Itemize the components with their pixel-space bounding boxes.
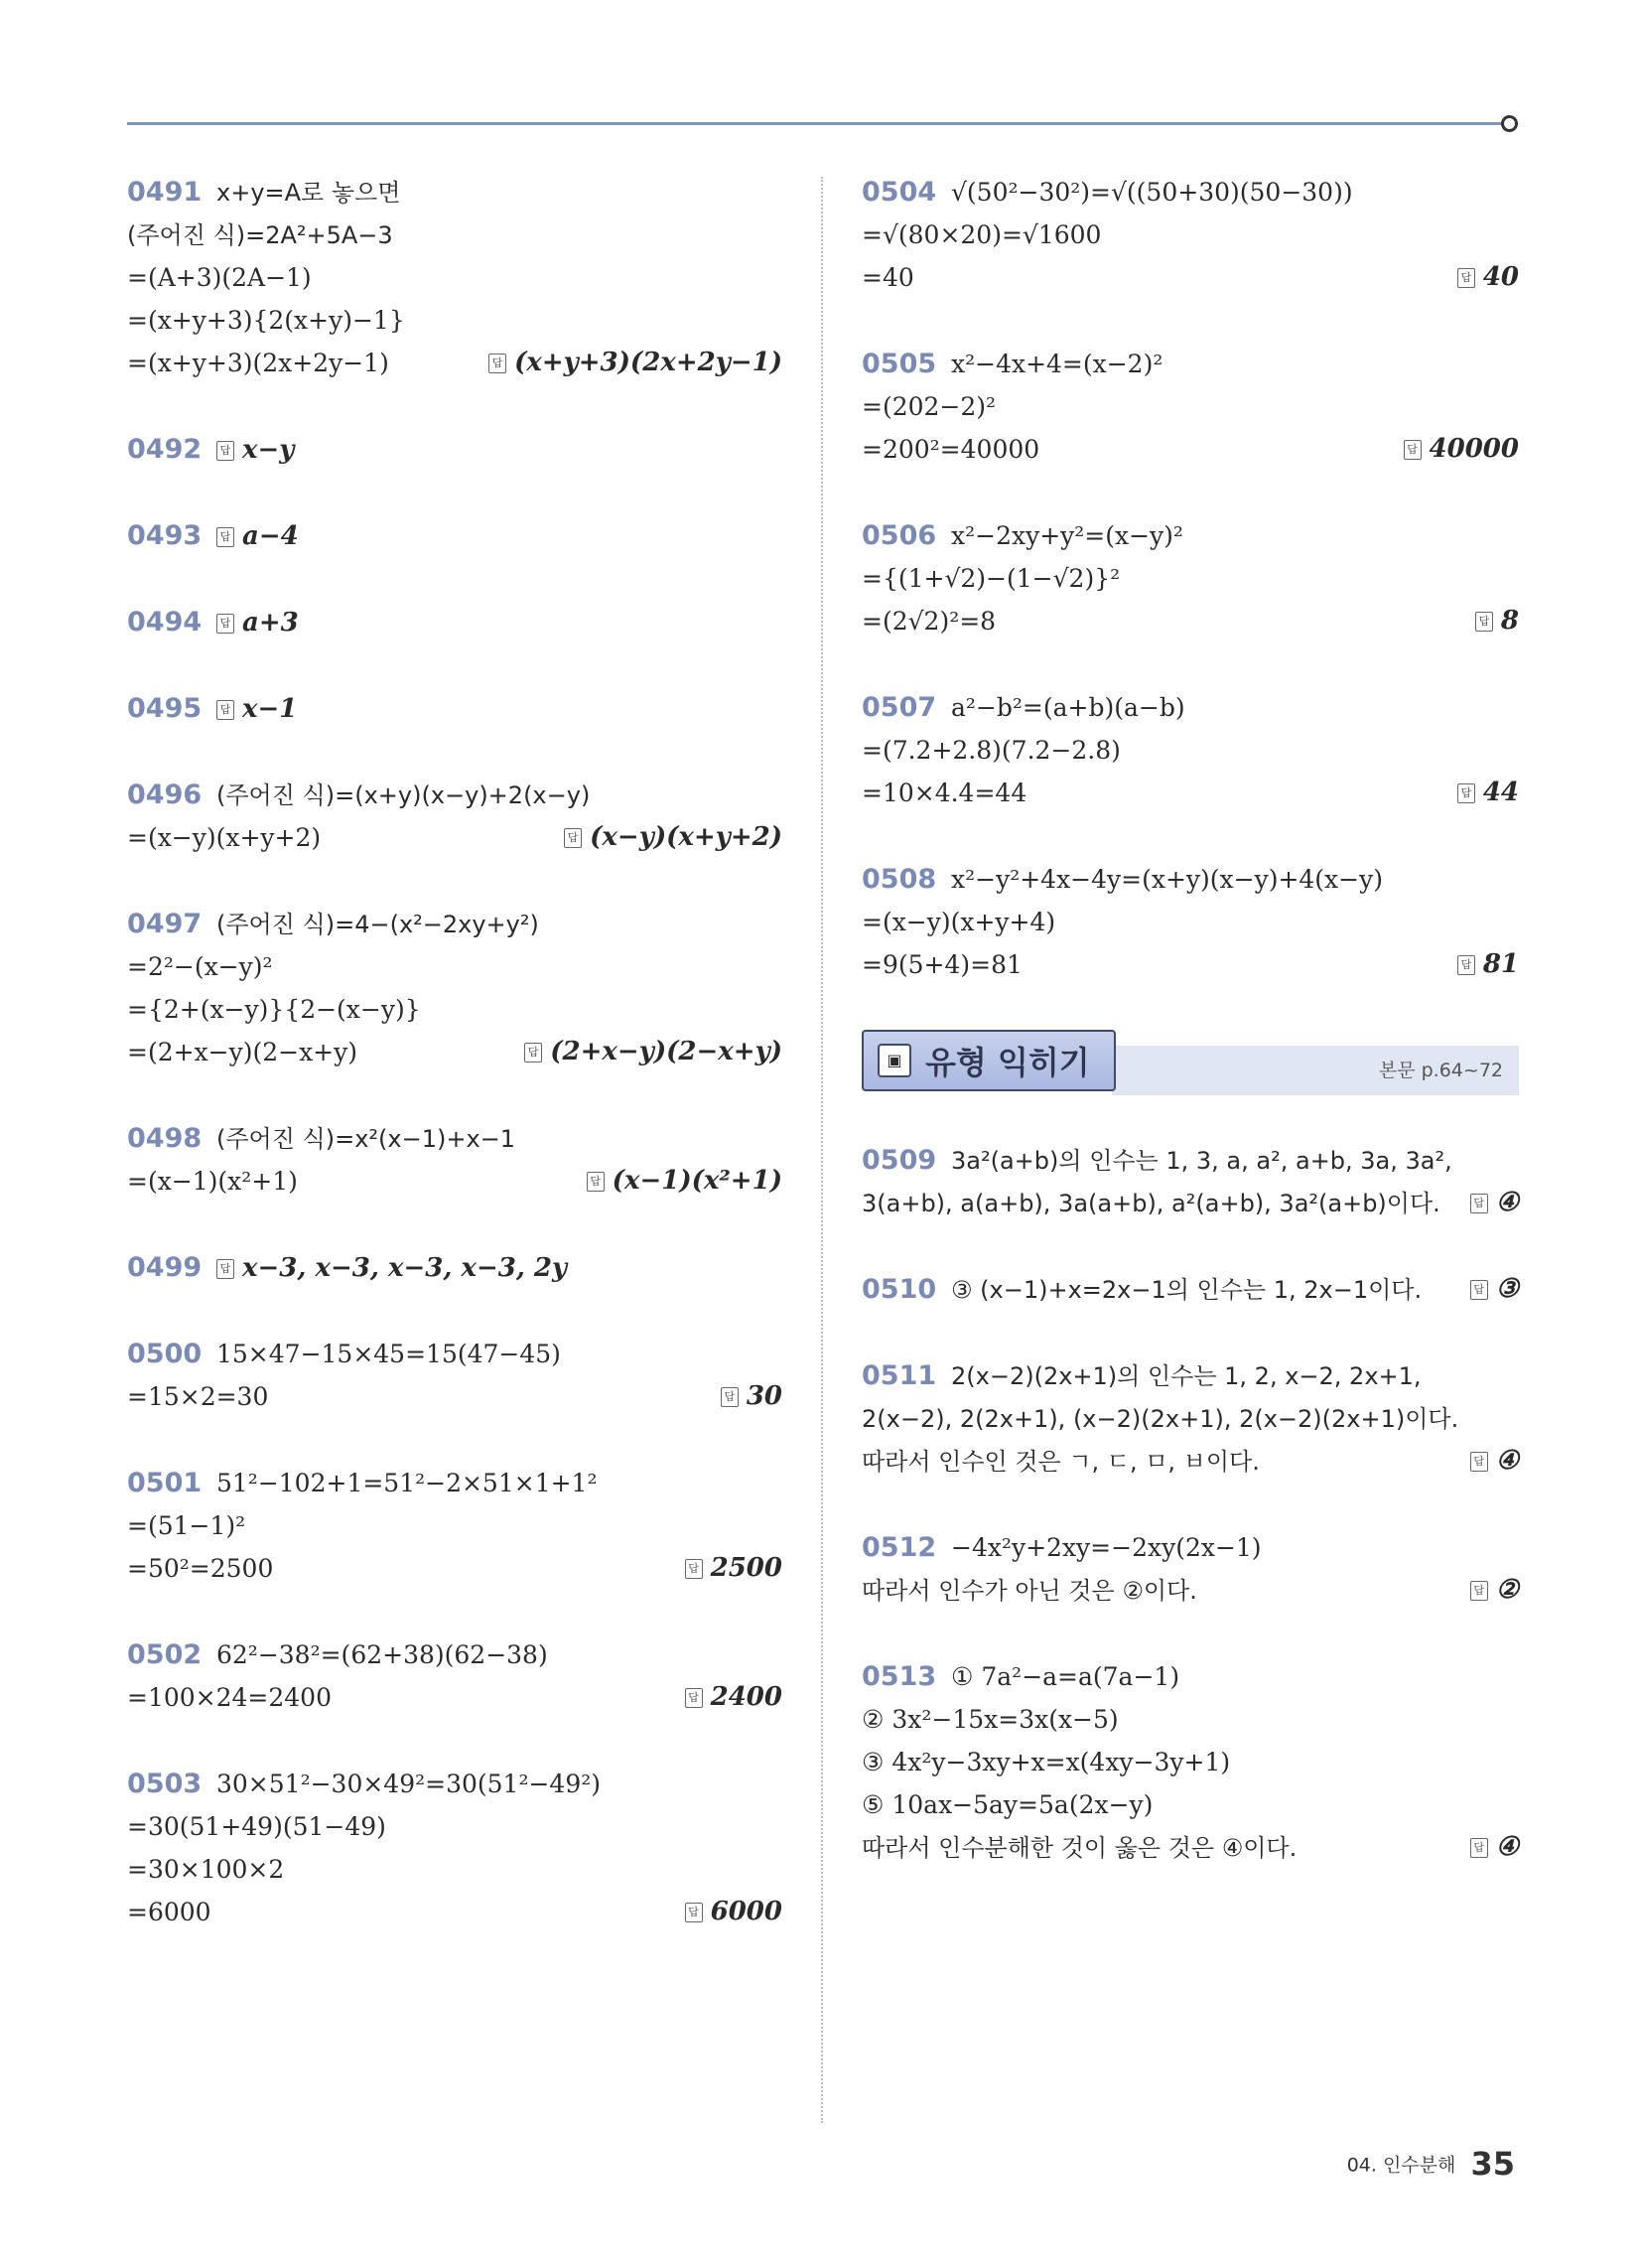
problem-text: (주어진 식)=(x+y)(x−y)+2(x−y) (216, 781, 591, 809)
problem-text: 따라서 인수가 아닌 것은 ②이다. (862, 1577, 1197, 1605)
problem-number: 0511 (862, 1360, 937, 1391)
problem-line (862, 1698, 1519, 1741)
problem-text: ={2+(x−y)}{2−(x−y)} (127, 995, 421, 1024)
problem-number: 0509 (862, 1145, 937, 1176)
problem-line (127, 1375, 782, 1418)
answer-mark-icon: 답 (1404, 440, 1422, 460)
answer (216, 1253, 567, 1283)
answer-text: ④ (1495, 1446, 1519, 1476)
problem-text: (주어진 식)=x²(x−1)+x−1 (216, 1125, 516, 1153)
problem-line (127, 299, 782, 342)
answer-mark-icon: 답 (524, 1043, 542, 1063)
problem-text: =(51−1)² (127, 1511, 246, 1540)
problem-text: 51²−102+1=51²−2×51×1+1² (216, 1469, 598, 1497)
problem-text: =(x−1)(x²+1) (127, 1167, 298, 1196)
problem-text: =30×100×2 (127, 1855, 285, 1884)
problem-number: 0492 (127, 434, 203, 465)
problem-text: =2²−(x−y)² (127, 952, 273, 981)
answer-text: ② (1495, 1575, 1519, 1605)
answer (685, 1891, 782, 1933)
problem-text: ③ 4x²y−3xy+x=x(4xy−3y+1) (862, 1748, 1231, 1776)
problem-text: 2(x−2), 2(2x+1), (x−2)(2x+1), 2(x−2)(2x+1)이다. (862, 1405, 1459, 1433)
problem-number: 0500 (127, 1339, 203, 1369)
problem-number: 0507 (862, 692, 937, 723)
problem-line (862, 901, 1519, 943)
problem-0510 (862, 1268, 1519, 1311)
problem-text: x²−2xy+y²=(x−y)² (951, 521, 1183, 550)
problem-line (127, 945, 782, 988)
answer-mark-icon: 답 (1457, 783, 1475, 803)
problem-line (862, 1655, 1519, 1698)
answer (488, 342, 782, 384)
answer-mark-icon: 답 (685, 1688, 703, 1708)
answer (216, 435, 294, 465)
answer-text: x−1 (242, 694, 298, 724)
answer-mark-icon: 답 (216, 1259, 234, 1279)
problem-text: ① 7a²−a=a(7a−1) (951, 1662, 1180, 1691)
problem-text: 30×51²−30×49²=30(51²−49²) (216, 1770, 602, 1798)
answer (1475, 600, 1519, 642)
answer-mark-icon: 답 (1470, 1194, 1488, 1213)
problem-line (127, 256, 782, 299)
problem-text: 3(a+b), a(a+b), 3a(a+b), a²(a+b), 3a²(a+b)이다. (862, 1190, 1440, 1217)
right-column (862, 171, 1519, 1913)
problem-number: 0505 (862, 349, 937, 379)
problem-line (127, 428, 782, 471)
problem-text: =√(80×20)=√1600 (862, 220, 1102, 249)
problem-text: =(x−y)(x+y+2) (127, 823, 322, 852)
problem-text: =200²=40000 (862, 435, 1040, 464)
problem-line (127, 1117, 782, 1160)
problem-text: =40 (862, 263, 914, 292)
problem-0499 (127, 1246, 782, 1289)
problem-number: 0513 (862, 1661, 937, 1692)
problem-number: 0493 (127, 520, 203, 551)
problem-0512 (862, 1526, 1519, 1612)
answer-mark-icon: 답 (1475, 612, 1493, 632)
problem-0508 (862, 858, 1519, 986)
problem-number: 0498 (127, 1123, 203, 1154)
answer-text: (x−y)(x+y+2) (590, 822, 782, 852)
answer-text: (x−1)(x²+1) (612, 1166, 782, 1196)
problem-line (127, 1160, 782, 1203)
problem-line (862, 1526, 1519, 1569)
problem-text: (주어진 식)=2A²+5A−3 (127, 221, 393, 249)
problem-text: =6000 (127, 1898, 211, 1926)
answer-text: a−4 (242, 521, 299, 551)
answer-mark-icon: 답 (685, 1903, 703, 1922)
answer (1404, 428, 1519, 471)
problem-line (862, 1139, 1519, 1182)
problem-0500 (127, 1333, 782, 1418)
problem-0503 (127, 1763, 782, 1933)
problem-text: =(A+3)(2A−1) (127, 263, 312, 292)
page-number: 35 (1470, 2145, 1515, 2183)
answer (564, 816, 782, 859)
answer-text: ③ (1495, 1274, 1519, 1304)
problem-number: 0504 (862, 177, 937, 208)
answer-text: 6000 (710, 1897, 782, 1926)
problem-line (862, 514, 1519, 557)
answer-mark-icon: 답 (216, 441, 234, 461)
problem-text: =9(5+4)=81 (862, 950, 1023, 979)
answer-text: 40000 (1429, 434, 1519, 464)
problem-text: =50²=2500 (127, 1554, 274, 1583)
problem-text: x²−y²+4x−4y=(x+y)(x−y)+4(x−y) (951, 865, 1383, 894)
answer (216, 694, 297, 724)
problem-text: x+y=A로 놓으면 (216, 179, 401, 207)
problem-line (862, 600, 1519, 642)
problem-text: =(x+y+3){2(x+y)−1} (127, 306, 405, 335)
answer-mark-icon: 답 (1470, 1581, 1488, 1601)
problem-0504 (862, 171, 1519, 299)
problem-text: ② 3x²−15x=3x(x−5) (862, 1705, 1119, 1734)
answer (1470, 1268, 1519, 1311)
problem-line (862, 343, 1519, 385)
problem-number: 0503 (127, 1769, 203, 1799)
answer-text: ④ (1495, 1188, 1519, 1217)
answer-mark-icon: 답 (1470, 1280, 1488, 1300)
problem-line (127, 601, 782, 643)
problem-text: =15×2=30 (127, 1382, 269, 1411)
problem-number: 0508 (862, 864, 937, 895)
answer-text: 30 (746, 1381, 782, 1411)
problem-line (862, 385, 1519, 428)
answer (1457, 256, 1519, 299)
problem-line (862, 171, 1519, 213)
problem-line (862, 1440, 1519, 1483)
answer-text: (2+x−y)(2−x+y) (550, 1037, 782, 1066)
problem-text: √(50²−30²)=√((50+30)(50−30)) (951, 178, 1353, 207)
problem-text: 3a²(a+b)의 인수는 1, 3, a, a², a+b, 3a, 3a², (951, 1147, 1452, 1175)
banner-page-ref: 본문 p.64~72 (1378, 1060, 1503, 1081)
problem-line (862, 428, 1519, 471)
problem-number: 0499 (127, 1252, 203, 1283)
problem-text: =(x+y+3)(2x+2y−1) (127, 349, 389, 377)
problem-text: ③ (x−1)+x=2x−1의 인수는 1, 2x−1이다. (951, 1276, 1423, 1304)
answer-mark-icon: 답 (216, 527, 234, 547)
problem-text: x²−4x+4=(x−2)² (951, 350, 1163, 378)
problem-line (127, 1246, 782, 1289)
problem-number: 0495 (127, 693, 203, 724)
problem-line (127, 1462, 782, 1504)
problem-0505 (862, 343, 1519, 471)
problem-text: a²−b²=(a+b)(a−b) (951, 693, 1185, 722)
problem-line (127, 1805, 782, 1848)
problem-line (127, 687, 782, 730)
problem-line (127, 774, 782, 816)
problem-0493 (127, 514, 782, 557)
problem-line (127, 816, 782, 859)
problem-text: =(2√2)²=8 (862, 607, 997, 636)
answer-text: 2500 (710, 1553, 782, 1583)
answer (524, 1031, 782, 1073)
answer-mark-icon: 답 (721, 1387, 739, 1407)
problem-text: ⑤ 10ax−5ay=5a(2x−y) (862, 1790, 1154, 1819)
problem-line (862, 858, 1519, 901)
problem-line (127, 903, 782, 945)
problem-line (127, 342, 782, 384)
problem-line (127, 1333, 782, 1375)
problem-line (127, 1031, 782, 1073)
problem-number: 0502 (127, 1639, 203, 1670)
answer-text: 2400 (710, 1682, 782, 1712)
problem-number: 0491 (127, 177, 203, 208)
answer-mark-icon: 답 (587, 1172, 605, 1192)
problem-number: 0512 (862, 1532, 937, 1563)
problem-0509 (862, 1139, 1519, 1224)
answer (685, 1676, 782, 1719)
problem-line (127, 1891, 782, 1933)
answer (587, 1160, 782, 1203)
problem-0496 (127, 774, 782, 859)
problem-line (127, 514, 782, 557)
problem-0492 (127, 428, 782, 471)
top-rule (127, 122, 1509, 125)
problem-text: 15×47−15×45=15(47−45) (216, 1340, 561, 1368)
answer (685, 1547, 782, 1590)
answer-mark-icon: 답 (1457, 268, 1475, 288)
problem-line (862, 1268, 1519, 1311)
problem-line (862, 1397, 1519, 1440)
problem-text: =10×4.4=44 (862, 779, 1027, 807)
problem-text: 따라서 인수분해한 것이 옳은 것은 ④이다. (862, 1834, 1298, 1862)
answer-text: ④ (1495, 1832, 1519, 1862)
problem-number: 0506 (862, 520, 937, 551)
answer (721, 1375, 782, 1418)
answer-mark-icon: 답 (216, 614, 234, 634)
problem-line (127, 213, 782, 256)
answer (1457, 772, 1519, 814)
problem-0498 (127, 1117, 782, 1203)
problem-line (862, 256, 1519, 299)
problem-0507 (862, 686, 1519, 814)
answer-mark-icon: 답 (1470, 1452, 1488, 1472)
problem-line (862, 1182, 1519, 1224)
problem-text: 따라서 인수인 것은 ㄱ, ㄷ, ㅁ, ㅂ이다. (862, 1448, 1260, 1476)
answer (1457, 943, 1519, 986)
problem-line (127, 1676, 782, 1719)
problem-line (862, 1569, 1519, 1612)
problem-line (862, 1741, 1519, 1783)
problem-0513 (862, 1655, 1519, 1869)
problem-line (127, 1547, 782, 1590)
problem-line (127, 1633, 782, 1676)
answer-text: 8 (1500, 606, 1519, 636)
problem-text: =(202−2)² (862, 392, 997, 421)
problem-text: =30(51+49)(51−49) (127, 1812, 386, 1841)
problem-0491 (127, 171, 782, 384)
problem-line (862, 1826, 1519, 1869)
problem-line (862, 686, 1519, 729)
answer-text: x−3, x−3, x−3, x−3, 2y (242, 1253, 568, 1283)
problem-0506 (862, 514, 1519, 642)
problem-line (127, 1504, 782, 1547)
answer-mark-icon: 답 (216, 700, 234, 720)
answer (1470, 1569, 1519, 1612)
problem-line (862, 1354, 1519, 1397)
problem-line (862, 772, 1519, 814)
problem-0494 (127, 601, 782, 643)
answer-mark-icon: 답 (488, 354, 506, 373)
problem-line (862, 729, 1519, 772)
answer (1470, 1182, 1519, 1224)
answer (216, 521, 299, 551)
problem-number: 0497 (127, 909, 203, 939)
banner-tab (862, 1030, 1116, 1091)
page-footer (1347, 2145, 1515, 2183)
problem-0495 (127, 687, 782, 730)
problem-number: 0496 (127, 780, 203, 810)
answer-mark-icon: 답 (1457, 955, 1475, 975)
problem-line (862, 557, 1519, 600)
answer-text: (x+y+3)(2x+2y−1) (514, 348, 782, 377)
problem-text: −4x²y+2xy=−2xy(2x−1) (951, 1533, 1262, 1562)
problem-line (862, 213, 1519, 256)
answer-mark-icon: 답 (1470, 1838, 1488, 1858)
problem-text: 62²−38²=(62+38)(62−38) (216, 1640, 548, 1669)
problem-text: =(2+x−y)(2−x+y) (127, 1038, 358, 1066)
chapter-label: 04. 인수분해 (1346, 2154, 1456, 2177)
problem-0501 (127, 1462, 782, 1590)
answer-text: 44 (1482, 778, 1519, 807)
answer-text: x−y (242, 435, 295, 465)
answer-text: 81 (1482, 949, 1519, 979)
problem-text: =100×24=2400 (127, 1683, 332, 1712)
problem-text: =(x−y)(x+y+4) (862, 908, 1056, 936)
problem-number: 0494 (127, 607, 203, 638)
problem-line (127, 171, 782, 213)
problem-line (862, 943, 1519, 986)
problem-text: ={(1+√2)−(1−√2)}² (862, 564, 1121, 593)
problem-text: (주어진 식)=4−(x²−2xy+y²) (216, 911, 539, 938)
problem-0502 (127, 1633, 782, 1719)
problem-line (127, 988, 782, 1031)
answer-text: a+3 (242, 608, 299, 638)
problem-0511 (862, 1354, 1519, 1483)
left-column (127, 171, 782, 1977)
answer-mark-icon: 답 (564, 828, 582, 848)
problem-line (862, 1783, 1519, 1826)
answer (1470, 1440, 1519, 1483)
answer-mark-icon: 답 (685, 1559, 703, 1579)
problem-text: =(7.2+2.8)(7.2−2.8) (862, 736, 1121, 765)
problem-number: 0510 (862, 1274, 937, 1305)
problem-text: 2(x−2)(2x+1)의 인수는 1, 2, x−2, 2x+1, (951, 1362, 1422, 1390)
answer-text: 40 (1482, 262, 1519, 292)
problem-number: 0501 (127, 1468, 203, 1498)
notebook-icon: ▣ (878, 1044, 911, 1077)
problem-line (127, 1848, 782, 1891)
answer (216, 608, 299, 638)
banner-title: 유형 익히기 (925, 1044, 1090, 1081)
top-rule-dot (1501, 115, 1518, 132)
answer (1470, 1826, 1519, 1869)
column-divider (821, 177, 823, 2123)
problem-line (127, 1763, 782, 1805)
problem-0497 (127, 903, 782, 1073)
section-banner (862, 1030, 1519, 1099)
